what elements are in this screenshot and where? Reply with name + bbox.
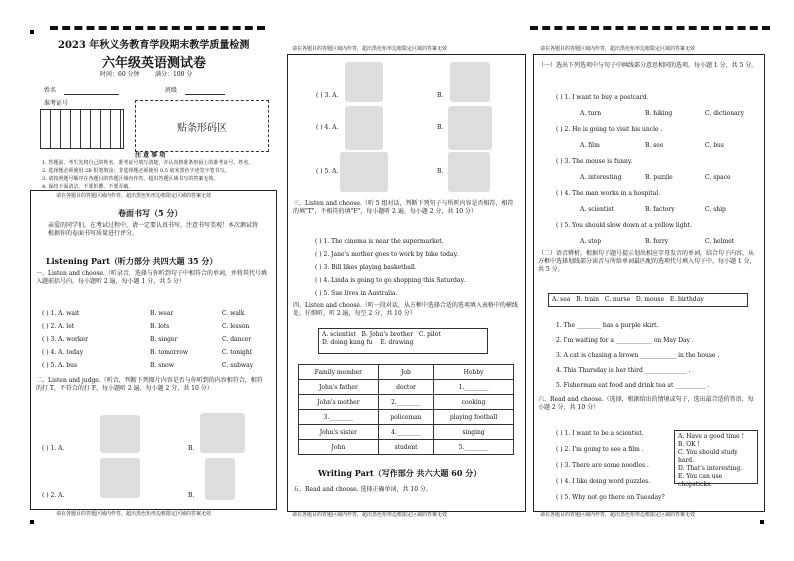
- q1-title: 一、Listen and choose.（听录音，选择与你听到句子中相符合的单词，并将其代号填入题前括号内，每小题听 2 遍，每小题 1 分，共 5 分）: [36, 270, 267, 285]
- table-cell: doctor: [378, 380, 433, 395]
- mc-q2-a: A. film: [580, 142, 600, 149]
- mc-q2-c: C. bus: [705, 142, 724, 149]
- q3-item-2[interactable]: ( ) 2. Jane's mother goes to work by bike today.: [315, 251, 459, 258]
- corner-mark: [760, 520, 764, 524]
- picture-5a: [340, 152, 388, 192]
- col2-top-note: 请在各题目的答题区域内作答，超出黑色矩形边框限定区域的答案无效: [292, 46, 448, 52]
- class-line: [185, 94, 225, 95]
- note-1: 1. 答题前，考生先将自己的姓名、准考证号填写清楚，并认真核准条形码上的准考证号、姓名。: [42, 160, 254, 166]
- option-d: D. doing kung fu: [322, 339, 373, 346]
- answer-opt: C. You should study hard.: [678, 449, 738, 464]
- mc-q1[interactable]: ( ) 1. I want to buy a postcard.: [556, 94, 649, 101]
- q1-item-3-b: B. singer: [150, 336, 178, 343]
- q1-item-4-b: B. tomorrow: [150, 349, 189, 356]
- name-line: [64, 94, 119, 95]
- table-cell: playing football: [434, 410, 514, 425]
- top-timing-marks-left: [50, 26, 265, 34]
- mc-q4[interactable]: ( ) 4. The man works in a hospital.: [556, 190, 661, 197]
- q1-item-1[interactable]: ( ) 1. A. wait: [42, 310, 80, 317]
- q6-item-5[interactable]: ( ) 5. Why not go there on Tuesday?: [556, 494, 665, 501]
- fill-5[interactable]: 5. Fisherman eat food and drink tea at __________ .: [556, 382, 710, 389]
- table-head: Family member: [299, 365, 379, 380]
- table-row: [299, 425, 514, 440]
- table-cell: John: [299, 440, 379, 455]
- listening-title: Listening Part（听力部分 共四大题 35 分）: [46, 256, 218, 266]
- word-opt: E. birthday: [669, 296, 704, 303]
- q1-item-2[interactable]: ( ) 2. A. let: [42, 323, 75, 330]
- q2-item-3[interactable]: ( ) 3. A.: [316, 92, 339, 99]
- note-4: 4. 保持卡面清洁，不要折叠、不要弄破。: [42, 184, 134, 190]
- table-cell[interactable]: 5.________: [434, 440, 514, 455]
- exam-title: 六年级英语测试卷: [102, 56, 207, 71]
- q6-item-1[interactable]: ( ) 1. I want to be a scientist.: [556, 430, 644, 437]
- q1-item-1-c: C. walk: [222, 310, 245, 317]
- col1-top-note: 请在各题目的答题区域内作答，超出黑色矩形边框限定区域的答案无效: [56, 193, 212, 199]
- top-timing-marks-mid: [530, 26, 770, 34]
- option-e: E. drawing: [380, 339, 414, 346]
- fill-3[interactable]: 3. A cat is chasing a brown ____________ in the house .: [556, 352, 720, 359]
- option-b: B. John's brother: [361, 331, 414, 338]
- q2-item-5[interactable]: ( ) 5. A.: [316, 168, 339, 175]
- q1-item-4-c: C. tonight: [222, 349, 253, 356]
- q1-item-3[interactable]: ( ) 3. A. worker: [42, 336, 88, 343]
- q2-item-4[interactable]: ( ) 4. A.: [316, 124, 339, 131]
- word-opt: D. mouse: [635, 296, 665, 303]
- q6-item-3[interactable]: ( ) 3. There are some noodles .: [556, 462, 649, 469]
- family-table: [298, 364, 514, 455]
- picture-1a: [100, 415, 140, 453]
- q1-item-4[interactable]: ( ) 4. A. today: [42, 349, 84, 356]
- note-2: 2. 选择题必须使用 2B 铅笔填涂；非选择题必须使用 0.5 毫米黑色字迹签字笔书写。: [42, 168, 230, 174]
- col3-top-note: 请在各题目的答题区域内作答，超出黑色矩形边框限定区域的答案无效: [540, 46, 696, 52]
- col1-bottom-note: 请在各题目的答题区域内作答，超出黑色矩形边框限定区域的答案无效: [56, 511, 212, 517]
- word-opt: C. nurse: [604, 296, 631, 303]
- q2-item-3b: B.: [437, 92, 444, 99]
- barcode-area: [135, 100, 269, 152]
- s1-title: （一）选出下列选项中与句子中画线部分意思相同的选项，每小题 1 分，共 5 分。: [538, 62, 758, 69]
- q3-title: 三、Listen and choose.（听 5 组对话，判断下列句子与所听内容是否相符，相符的填"T"，不相符的填"F"，每小题听 2 遍，每小题 2 分，共 10 分）: [293, 200, 514, 215]
- table-cell[interactable]: 1.________: [434, 380, 514, 395]
- q3-item-4[interactable]: ( ) 4. Linda is going to go shopping this Saturday.: [315, 277, 466, 284]
- writing-title: Writing Part（写作部分 共六大题 60 分）: [318, 468, 482, 478]
- picture-3a: [345, 62, 383, 102]
- table-header: [299, 365, 514, 380]
- q1-item-5-b: B. snow: [150, 362, 174, 369]
- exam-no-grid: [40, 109, 124, 149]
- q1-item-5-c: C. subway: [222, 362, 254, 369]
- mc-q5-a: A. stop: [580, 238, 602, 245]
- table-cell[interactable]: 3.________: [299, 410, 379, 425]
- table-cell: John's sister: [299, 425, 379, 440]
- picture-5b: [448, 152, 490, 192]
- exam-time: 时间：60 分钟: [100, 71, 140, 78]
- picture-4a: [345, 106, 383, 150]
- fill-1[interactable]: 1. The ________ has a purple skirt.: [556, 322, 659, 329]
- picture-4b: [448, 106, 492, 150]
- q2-item-1[interactable]: ( ) 1. A.: [42, 445, 65, 452]
- option-c: C. pilot: [418, 331, 441, 338]
- picture-2b: [205, 458, 235, 500]
- q4-options-box: [318, 328, 488, 354]
- table-row: [299, 395, 514, 410]
- q3-item-3[interactable]: ( ) 3. Bill likes playing basketball.: [315, 264, 417, 271]
- mc-q1-a: A. turn: [580, 110, 602, 117]
- table-row: [299, 440, 514, 455]
- q3-item-1[interactable]: ( ) 1. The cinema is near the supermarket.: [315, 238, 444, 245]
- q1-item-3-c: C. dancer: [222, 336, 252, 343]
- word-options-box: [548, 293, 748, 307]
- picture-3b: [450, 62, 490, 102]
- table-cell[interactable]: 2.________: [378, 395, 433, 410]
- mc-q5-c: C. helmet: [705, 238, 735, 245]
- q4-title: 四、Listen and choose.（听一段对话，从方框中选择合适的选项填入表格中的横线处，仔细听，听 2 遍，每空 2 分，共 10 分）: [293, 302, 518, 317]
- answer-opt: D. That's interesting.: [678, 465, 743, 472]
- handwriting-title: 卷面书写（5 分）: [118, 208, 183, 218]
- handwriting-text: 亲爱的同学们，在考试过程中，请一定要认真书写，注意书写美观！本次测试将根据你的卷面书写质量进行评分。: [48, 222, 259, 237]
- mc-q2-b: B. see: [645, 142, 664, 149]
- table-cell: policeman: [378, 410, 433, 425]
- answer-opt: A. Have a good time !: [678, 433, 744, 440]
- table-cell: John's mother: [299, 395, 379, 410]
- picture-1b: [200, 413, 245, 453]
- table-head: Job: [378, 365, 433, 380]
- word-opt: A. sea: [552, 296, 571, 303]
- corner-mark: [30, 30, 34, 34]
- answer-opt: E. You can use chopsticks.: [678, 473, 723, 488]
- word-opt: B. train: [576, 296, 599, 303]
- fill-4[interactable]: 4. This Thursday is her third ______________ .: [556, 367, 691, 374]
- mc-q1-c: C. dictionary: [705, 110, 744, 117]
- q6-title: 六、Read and choose.（选择，根据给出的情境或句子，选出最合适的答语，每小题 2 分，共 10 分）: [538, 396, 754, 411]
- mc-q3-a: A. interesting: [580, 174, 622, 181]
- q2-item-2[interactable]: ( ) 2. A.: [42, 492, 65, 499]
- q2-item-2b: B.: [188, 492, 195, 499]
- mc-q4-c: C. ship: [705, 206, 726, 213]
- q6-item-2[interactable]: ( ) 2. I'm going to see a film .: [556, 446, 644, 453]
- mc-q3-c: C. space: [705, 174, 731, 181]
- q1-item-2-b: B. lots: [150, 323, 170, 330]
- label-exam-no: 准考证号: [44, 100, 69, 107]
- notes-title: 注 意 事 项: [135, 152, 166, 159]
- q6-answer-box: [674, 430, 758, 488]
- exam-line1: 2023 年秋义务教育学段期末教学质量检测: [58, 40, 250, 51]
- mc-q5-b: B. ferry: [645, 238, 669, 245]
- table-cell: student: [378, 440, 433, 455]
- barcode-label: 贴条形码区: [177, 122, 227, 134]
- table-cell: cooking: [434, 395, 514, 410]
- fill-2[interactable]: 2. I'm waiting for a ____________ on May Day .: [556, 337, 694, 344]
- q5-title: 五、Read and choose. 选择正确单词，共 10 分。: [293, 486, 432, 493]
- table-cell: John's father: [299, 380, 379, 395]
- label-name: 姓名: [44, 87, 57, 94]
- q2-title: 二、Listen and judge.（听音，判断下列图片内容是否与你听到的内容相符合，相符的打 T，不符合的打 F，每小题听 2 遍，每小题 2 分，共 10 分）: [36, 377, 263, 392]
- mc-q2[interactable]: ( ) 2. He is going to visit his uncle .: [556, 126, 663, 133]
- mc-q1-b: B. hiking: [645, 110, 673, 117]
- option-a: A. scientist: [322, 331, 356, 338]
- corner-mark: [30, 520, 34, 524]
- q6-item-4[interactable]: ( ) 4. I like doing word puzzles.: [556, 478, 651, 485]
- q1-item-5[interactable]: ( ) 5. A. bus: [42, 362, 78, 369]
- mc-q4-b: B. factory: [645, 206, 675, 213]
- s2-title: （二）语音辨析。根据句子题号提示划出相应字母发音的单词，结合句子内容，从方框中选择划线部分读音与所给单词最匹配的选项代号填入句子中，每小题 1 分，共 5 分。: [538, 250, 756, 273]
- mc-q4-a: A. scientist: [580, 206, 614, 213]
- q1-item-2-c: C. lesson: [222, 323, 250, 330]
- exam-full: 满分：100 分: [155, 71, 193, 78]
- table-row: [299, 380, 514, 395]
- table-cell[interactable]: 4.________: [378, 425, 433, 440]
- table-cell: singing: [434, 425, 514, 440]
- q1-item-1-b: B. wear: [150, 310, 174, 317]
- note-3: 3. 请按照题号顺序在各题目的答题区域内作答，超出答题区域书写的答案无效。: [42, 176, 219, 182]
- table-row: [299, 410, 514, 425]
- label-class: 班级: [165, 87, 178, 94]
- picture-2a: [100, 458, 140, 498]
- table-head: Hobby: [434, 365, 514, 380]
- col3-bottom-note: 请在各题目的答题区域内作答，超出黑色矩形边框限定区域的答案无效: [540, 512, 696, 518]
- q2-item-1b: B.: [188, 445, 195, 452]
- mc-q3-b: B. puzzle: [645, 174, 673, 181]
- col2-bottom-note: 请在各题目的答题区域内作答，超出黑色矩形边框限定区域的答案无效: [292, 512, 448, 518]
- answer-opt: B. OK !: [678, 441, 700, 448]
- q3-item-5[interactable]: ( ) 5. Sue lives in Australia.: [315, 290, 398, 297]
- q2-item-5b: B.: [437, 168, 444, 175]
- mc-q5[interactable]: ( ) 5. You should slow down at a yellow light.: [556, 222, 692, 229]
- q2-item-4b: B.: [437, 124, 444, 131]
- mc-q3[interactable]: ( ) 3. The mouse is funny.: [556, 158, 633, 165]
